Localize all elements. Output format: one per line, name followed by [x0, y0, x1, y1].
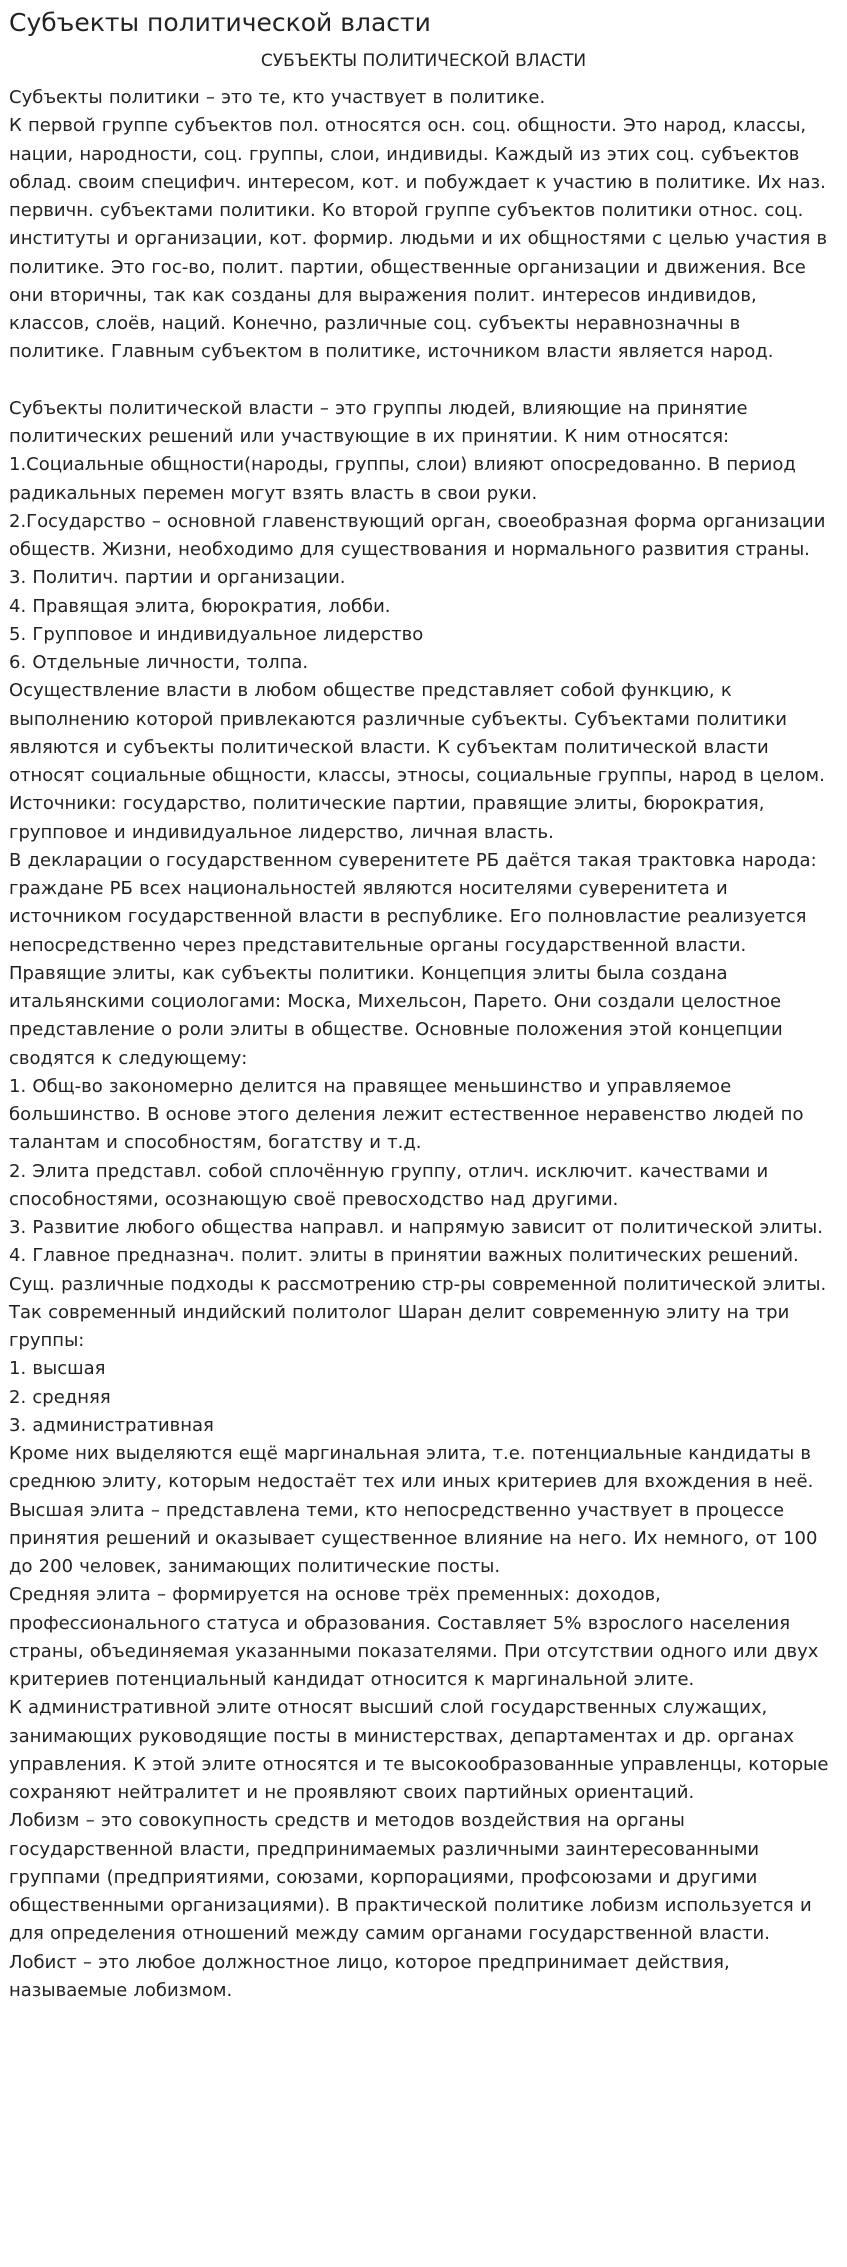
paragraph: Осуществление власти в любом обществе представляет собой функцию, к выполнению которой привлекаются различные субъекты. Субъектами политики являются и субъекты политической власти. К субъектам политической власти относят социальные общности, классы, этносы, социальные группы, народ в целом. [9, 680, 825, 786]
paragraph: 4. Правящая элита, бюрократия, лобби. [9, 595, 391, 617]
paragraph: 3. Политич. партии и организации. [9, 567, 346, 589]
paragraph: 1. Общ-во закономерно делится на правящее меньшинство и управляемое большинство. В основе этого деления лежит естественное неравенство людей по талантам и способностям, богатству и т.д. [9, 1075, 804, 1154]
paragraph: 2. Элита представл. собой сплочённую группу, отлич. исключит. качествами и способностями, осознающую своё превосходство над другими. [9, 1160, 769, 1210]
paragraph: Высшая элита – представлена теми, кто непосредственно участвует в процессе принятия решений и оказывает существенное влияние на него. Их немного, от 100 до 200 человек, занимающих политические посты. [9, 1499, 818, 1577]
paragraph: 2.Государство – основной главенствующий орган, своеобразная форма организации обществ. Жизни, необходимо для существования и нормального развития страны. [9, 510, 826, 560]
paragraph: К первой группе субъектов пол. относятся осн. соц. общности. Это народ, классы, нации, народности, соц. группы, слои, индивиды. Каждый из этих соц. субъектов облад. своим специфич. интересом, кот. и побуждает к участию в политике. Их наз. первичн. субъектами политики. Ко второй группе субъектов политики относ. соц. институты и организации, кот. формир. людьми и их общностями с целью участия в политике. Это гос-во, полит. партии, общественные организации и движения. Все они вторичны, так как созданы для выражения полит. интересов индивидов, классов, слоёв, наций. Конечно, различные соц. субъекты неравнозначны в политике. Главным субъектом в политике, источником власти является народ. [9, 115, 828, 363]
paragraph: 2. средняя [9, 1386, 111, 1408]
paragraph: Средняя элита – формируется на основе трёх пременных: доходов, профессионального статуса и образования. Составляет 5% взрослого населения страны, объединяемая указанными показателями. При отсутствии одного или двух критериев потенциальный кандидат относится к маргинальной элите. [9, 1584, 819, 1690]
paragraph: Кроме них выделяются ещё маргинальная элита, т.е. потенциальные кандидаты в среднюю элиту, которым недостаёт тех или иных критериев для вхождения в неё. [9, 1443, 814, 1493]
paragraph: Источники: государство, политические партии, правящие элиты, бюрократия, групповое и индивидуальное лидерство, личная власть. [9, 793, 765, 843]
paragraph: В декларации о государственном суверенитете РБ даётся такая трактовка народа: граждане РБ всех национальностей являются носителями суверенитета и источником государственной власти в республике. Его полновластие реализуется непосредственно через представительные органы государственной власти. [9, 849, 817, 956]
paragraph: 1. высшая [9, 1358, 106, 1380]
paragraph: 1.Социальные общности(народы, группы, слои) влияют опосредованно. В период радикальных перемен могут взять власть в свои руки. [9, 454, 796, 504]
paragraph: Правящие элиты, как субъекты политики. Концепция элиты была создана итальянскими социологами: Моска, Михельсон, Парето. Они создали целостное представление о роли элиты в обществе. Основные положения этой концепции сводятся к следующему: [9, 962, 783, 1069]
paragraph: Лобист – это любое должностное лицо, которое предпринимает действия, называемые лобизмом. [9, 1951, 730, 2001]
page-title: Субъекты политической власти [9, 8, 431, 37]
paragraph: Лобизм – это совокупность средств и методов воздействия на органы государственной власти, предпринимаемых различными заинтересованными группами (предприятиями, союзами, корпорациями, профсоюзами и другими общественными организациями). В практической политике лобизм используется и для определения отношений между самим органами государственной власти. [9, 1810, 812, 1945]
paragraph: 6. Отдельные личности, толпа. [9, 652, 309, 673]
paragraph: Субъекты политики – это те, кто участвует в политике. [9, 87, 546, 108]
paragraph: 3. Развитие любого общества направл. и напрямую зависит от политической элиты. [9, 1217, 823, 1238]
document-body [9, 84, 838, 2005]
section-heading: СУБЪЕКТЫ ПОЛИТИЧЕСКОЙ ВЛАСТИ [260, 51, 587, 71]
paragraph-spacer [9, 367, 838, 395]
paragraph: 3. административная [9, 1414, 214, 1436]
paragraph: 5. Групповое и индивидуальное лидерство [9, 623, 424, 645]
paragraph: 4. Главное предназнач. полит. элиты в принятии важных политических решений. [9, 1245, 799, 1267]
paragraph: Сущ. различные подходы к рассмотрению стр-ры современной политической элиты. Так современный индийский политолог Шаран делит современную элиту на три группы: [9, 1273, 827, 1351]
paragraph: К административной элите относят высший слой государственных служащих, занимающих руководящие посты в министерствах, департаментах и др. органах управления. К этой элите относятся и те высокообразованные управленцы, которые сохраняют нейтралитет и не проявляют своих партийных ориентаций. [9, 1697, 829, 1803]
paragraph: Субъекты политической власти – это группы людей, влияющие на принятие политических решений или участвующие в их принятии. К ним относятся: [9, 397, 748, 447]
